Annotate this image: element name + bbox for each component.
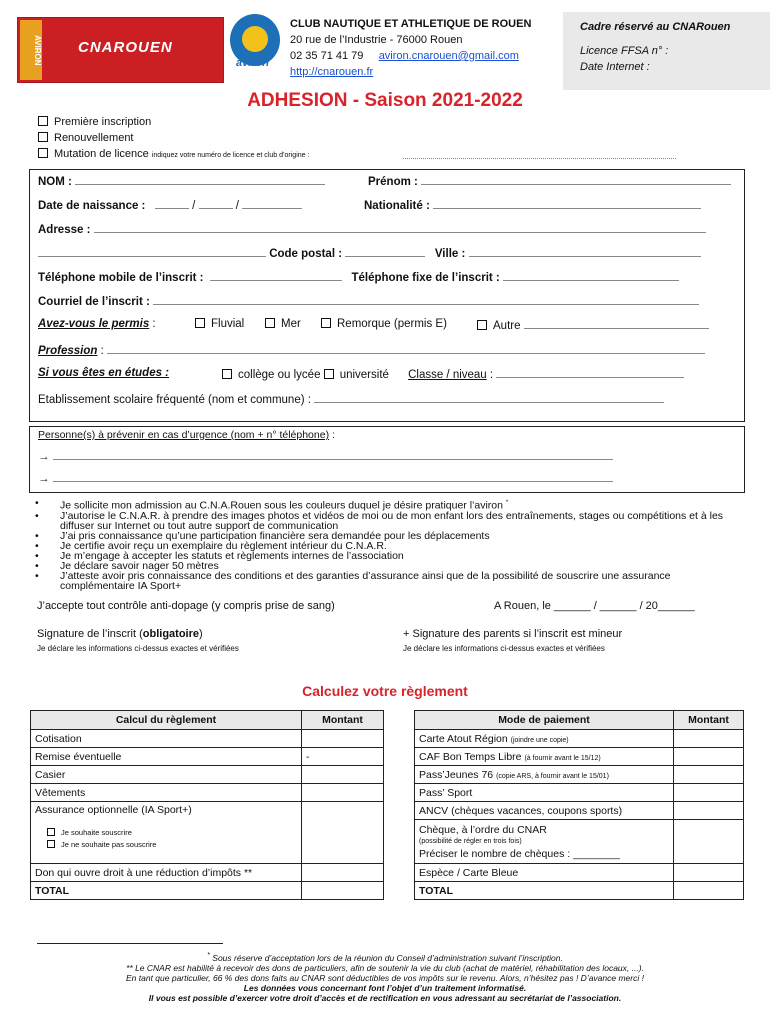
arrow-icon: → bbox=[38, 451, 50, 463]
footnote-divider bbox=[37, 943, 223, 944]
field-fixed[interactable] bbox=[503, 270, 679, 281]
field-city[interactable] bbox=[469, 246, 701, 257]
label-dob: Date de naissance : bbox=[38, 200, 146, 212]
club-info bbox=[290, 16, 531, 80]
field-prenom[interactable] bbox=[421, 174, 731, 185]
cnar-logo bbox=[17, 17, 224, 83]
table-row: Cotisation bbox=[31, 730, 384, 748]
amount-header: Montant bbox=[674, 711, 744, 730]
declarations-list bbox=[35, 498, 740, 591]
declaration-item: • Je certifie avoir reçu un exemplaire du règlement intérieur du C.N.A.R. bbox=[35, 541, 740, 551]
club-address: 20 rue de l’Industrie - 76000 Rouen bbox=[290, 34, 463, 46]
footnotes: * Sous réserve d’acceptation lors de la réunion du Conseil d’administration suivant l’inscription. ** Le CNAR est habilité à recevoir des dons de particuliers, afin de soutenir la vie du club (achat de matériel, réhabilitation des locaux, ...). En tant que particulier, 66 % des dons faits au CNAR sont déductibles de vos impôts sur le revenu. Alors, n’hésitez pas ! D’avance merci ! Les données vous concernant font l’objet d’un traitement informatisé. Il vous est possible d’exercer votre droit d’accès et de rectification en vous adressant au secrétariat de l’association. bbox=[126, 951, 644, 1003]
field-permit-other[interactable] bbox=[524, 318, 709, 329]
amount-cell[interactable] bbox=[674, 766, 744, 784]
field-nom[interactable] bbox=[75, 174, 325, 185]
label-mobile: Téléphone mobile de l’inscrit : bbox=[38, 272, 204, 284]
label-address: Adresse : bbox=[38, 224, 91, 236]
club-name: CLUB NAUTIQUE ET ATHLETIQUE DE ROUEN bbox=[290, 18, 532, 30]
place-date[interactable]: A Rouen, le ______ / ______ / 20______ bbox=[494, 600, 695, 612]
label-class: Classe / niveau bbox=[408, 369, 487, 381]
table-row: ANCV (chèques vacances, coupons sports) bbox=[415, 802, 744, 820]
table-row: Pass’Jeunes 76 (copie ARS, à fournir avant le 15/01) bbox=[415, 766, 744, 784]
option-mutation[interactable]: Mutation de licence indiquez votre numéro de licence et club d’origine : bbox=[38, 148, 309, 160]
checkbox-mer[interactable] bbox=[265, 318, 275, 328]
field-mobile[interactable] bbox=[210, 270, 342, 281]
label-permit: Avez-vous le permis bbox=[38, 318, 150, 330]
field-address[interactable] bbox=[94, 222, 706, 233]
declaration-item: • J’ai pris connaissance qu’une participation financière sera demandée pour les déplacements bbox=[35, 531, 740, 541]
field-dob-day[interactable] bbox=[155, 198, 189, 209]
amount-cell[interactable] bbox=[302, 802, 384, 864]
checkbox-autre[interactable] bbox=[477, 320, 487, 330]
payment-header: Mode de paiement bbox=[415, 711, 674, 730]
emergency-label: Personne(s) à prévenir en cas d’urgence (nom + n° téléphone) bbox=[38, 429, 330, 441]
calc-title: Calculez votre règlement bbox=[302, 683, 468, 699]
amount-cell[interactable] bbox=[674, 730, 744, 748]
checkbox-remorque[interactable] bbox=[321, 318, 331, 328]
label-school: Etablissement scolaire fréquenté (nom et commune) : bbox=[38, 394, 311, 406]
field-emergency-2[interactable] bbox=[53, 471, 613, 482]
checkbox-college[interactable] bbox=[222, 369, 232, 379]
logo-side-label: AVIRON bbox=[20, 20, 42, 80]
field-nationality[interactable] bbox=[433, 198, 701, 209]
arrow-icon: → bbox=[38, 473, 50, 485]
label-city: Ville : bbox=[434, 248, 466, 260]
declaration-item: • Je m’engage à accepter les statuts et règlements internes de l’association bbox=[35, 551, 740, 561]
label-students: Si vous êtes en études : bbox=[38, 367, 170, 379]
reserved-licence: Licence FFSA n° : bbox=[580, 45, 669, 57]
identity-form: NOM : Prénom : Date de naissance : / / Nationalité : Adresse : Code postal : Ville : Téléphone mobile de l’inscrit : Téléphone fixe de l’inscrit : Courriel de l’inscrit : Avez-vous le permis : Fluvial Mer Remorque (permis E) Autre Profession : Si vous êtes en études : collège ou lycée université Classe / niveau : Etablissement scolaire fréquenté (nom et commune) : bbox=[29, 169, 745, 422]
declaration-item: • Je déclare savoir nager 50 mètres bbox=[35, 561, 740, 571]
amount-cell[interactable] bbox=[302, 882, 384, 900]
amount-cell[interactable] bbox=[674, 864, 744, 882]
table-row: TOTAL bbox=[31, 882, 384, 900]
amount-cell[interactable] bbox=[302, 784, 384, 802]
amount-cell[interactable] bbox=[674, 882, 744, 900]
reserved-box bbox=[563, 12, 770, 90]
field-address-2[interactable] bbox=[38, 246, 266, 257]
checkbox[interactable] bbox=[38, 148, 48, 158]
amount-cell[interactable] bbox=[302, 730, 384, 748]
amount-cell[interactable] bbox=[674, 784, 744, 802]
checkbox-fluvial[interactable] bbox=[195, 318, 205, 328]
signature-inscrit: Signature de l’inscrit (obligatoire) bbox=[37, 628, 203, 640]
reserved-date: Date Internet : bbox=[580, 61, 650, 73]
club-email-link[interactable]: aviron.cnarouen@gmail.com bbox=[378, 50, 519, 62]
option-renewal[interactable]: Renouvellement bbox=[38, 132, 134, 144]
table-row: CAF Bon Temps Libre (à fournir avant le 15/12) bbox=[415, 748, 744, 766]
emergency-box: Personne(s) à prévenir en cas d’urgence (nom + n° téléphone) : → → bbox=[29, 426, 745, 493]
field-dob-year[interactable] bbox=[242, 198, 302, 209]
aviron-logo-text: aviron bbox=[236, 57, 270, 69]
antidoping-text: J’accepte tout contrôle anti-dopage (y compris prise de sang) bbox=[37, 600, 335, 612]
club-phone: 02 35 71 41 79 bbox=[290, 50, 364, 62]
amount-cell[interactable] bbox=[302, 864, 384, 882]
amount-header: Montant bbox=[302, 711, 384, 730]
field-dob-month[interactable] bbox=[199, 198, 233, 209]
declaration-item: • J’autorise le C.N.A.R. à prendre des images photos et vidéos de moi ou de mon enfant lors des entraînements, stages ou compétitions et à les diffuser sur Internet ou tout autre support de communication bbox=[35, 511, 740, 531]
checkbox[interactable] bbox=[38, 132, 48, 142]
field-profession[interactable] bbox=[107, 343, 705, 354]
calc-table bbox=[30, 710, 384, 900]
field-class[interactable] bbox=[496, 367, 684, 378]
amount-cell[interactable] bbox=[674, 802, 744, 820]
option-first[interactable]: Première inscription bbox=[38, 116, 151, 128]
declaration-item: • Je sollicite mon admission au C.N.A.Rouen sous les couleurs duquel je désire pratiquer l’aviron * bbox=[35, 498, 740, 511]
label-postal: Code postal : bbox=[269, 248, 343, 260]
reserved-title: Cadre réservé au CNARouen bbox=[580, 21, 731, 33]
label-nom: NOM : bbox=[38, 176, 72, 188]
label-fixed: Téléphone fixe de l’inscrit : bbox=[351, 272, 500, 284]
table-row: TOTAL bbox=[415, 882, 744, 900]
checkbox-ia-yes[interactable] bbox=[47, 828, 55, 836]
checkbox-ia-no[interactable] bbox=[47, 840, 55, 848]
amount-cell[interactable] bbox=[674, 748, 744, 766]
calc-header: Calcul du règlement bbox=[31, 711, 302, 730]
declaration-item: • J’atteste avoir pris connaissance des conditions et des garanties d’assurance ainsi que de la possibilité de souscrire une assurance complémentaire IA Sport+ bbox=[35, 571, 740, 591]
page-title: ADHESION - Saison 2021-2022 bbox=[247, 90, 523, 111]
table-row: Espèce / Carte Bleue bbox=[415, 864, 744, 882]
table-row: Don qui ouvre droit à une réduction d’impôts ** bbox=[31, 864, 384, 882]
label-nationality: Nationalité : bbox=[364, 200, 430, 212]
amount-cell[interactable] bbox=[674, 820, 744, 864]
logo-text: CNAROUEN bbox=[78, 39, 173, 56]
table-row: Carte Atout Région (joindre une copie) bbox=[415, 730, 744, 748]
signature-parents: + Signature des parents si l’inscrit est mineur bbox=[403, 628, 623, 640]
field-school[interactable] bbox=[314, 392, 664, 403]
field-postal[interactable] bbox=[345, 246, 425, 257]
table-row: Vêtements bbox=[31, 784, 384, 802]
checkbox-university[interactable] bbox=[324, 369, 334, 379]
payment-table bbox=[414, 710, 744, 900]
field-emergency-1[interactable] bbox=[53, 449, 613, 460]
table-row: Chèque, à l’ordre du CNAR (possibilité de régler en trois fois) Préciser le nombre de chèques : ________ bbox=[415, 820, 744, 864]
table-row: Assurance optionnelle (IA Sport+) Je souhaite souscrire Je ne souhaite pas souscrire bbox=[31, 802, 384, 864]
club-website-link[interactable]: http://cnarouen.fr bbox=[290, 66, 374, 78]
signature-parents-note: Je déclare les informations ci-dessus exactes et vérifiées bbox=[403, 644, 605, 653]
label-profession: Profession bbox=[38, 345, 98, 357]
mutation-line[interactable] bbox=[403, 158, 676, 159]
table-row: Remise éventuelle - bbox=[31, 748, 384, 766]
amount-cell[interactable]: - bbox=[302, 748, 384, 766]
label-prenom: Prénom : bbox=[368, 176, 418, 188]
signature-inscrit-note: Je déclare les informations ci-dessus exactes et vérifiées bbox=[37, 644, 239, 653]
table-row: Casier bbox=[31, 766, 384, 784]
amount-cell[interactable] bbox=[302, 766, 384, 784]
table-row: Pass’ Sport bbox=[415, 784, 744, 802]
field-email[interactable] bbox=[153, 294, 699, 305]
checkbox[interactable] bbox=[38, 116, 48, 126]
label-email: Courriel de l’inscrit : bbox=[38, 296, 150, 308]
